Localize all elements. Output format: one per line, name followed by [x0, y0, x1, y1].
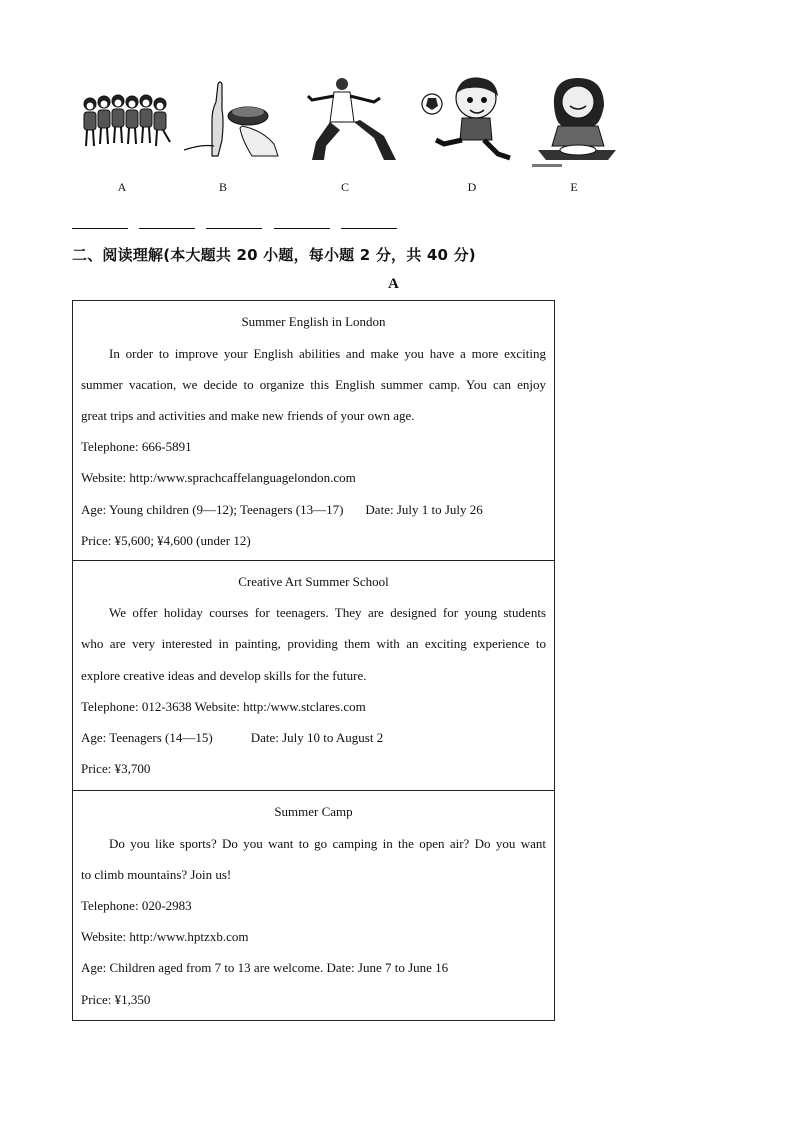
- picture-label-b: B: [218, 180, 227, 194]
- ads-table: [72, 300, 555, 1021]
- ad-website: Website: http:/www.sprachcaffelanguagelondon.com: [81, 470, 356, 485]
- answer-blank[interactable]: [72, 228, 128, 229]
- ad-age: Age: Young children (9—12); Teenagers (13—17): [81, 502, 344, 517]
- group-of-children-icon: [80, 92, 176, 154]
- ad-website: Website: http:/www.hptzxb.com: [81, 929, 249, 944]
- ad-creative-art: [73, 561, 554, 791]
- ad-title: Summer English in London: [241, 314, 386, 329]
- ad-date: Date: July 1 to July 26: [365, 502, 483, 517]
- picture-label-a: A: [117, 180, 127, 194]
- ad-body-line: In order to improve your English abilities and make you have a more exciting: [109, 346, 546, 361]
- ad-body-line: Do you like sports? Do you want to go camping in the open air? Do you want: [109, 836, 546, 851]
- ad-body-line: summer vacation, we decide to organize this English summer camp. You can enjoy: [81, 377, 546, 392]
- stop-hand-food-icon: [182, 80, 282, 160]
- picture-label-e: E: [570, 180, 578, 194]
- ad-body-line: We offer holiday courses for teenagers. They are designed for young students: [109, 605, 546, 620]
- ad-age-date: [81, 730, 546, 746]
- ad-date: Date: July 10 to August 2: [250, 730, 384, 745]
- girl-eating-icon: [528, 76, 624, 168]
- picture-row: [72, 70, 632, 200]
- ad-telephone-website: Telephone: 012-3638 Website: http:/www.stclares.com: [81, 699, 366, 714]
- picture-label-d: D: [467, 180, 477, 194]
- picture-label-c: C: [340, 180, 349, 194]
- ad-price: Price: ¥1,350: [81, 992, 151, 1007]
- section-heading: 二、阅读理解(本大题共 20 小题，每小题 2 分，共 40 分): [72, 246, 476, 264]
- ad-price: Price: ¥5,600; ¥4,600 (under 12): [81, 533, 251, 548]
- ad-age-date: Age: Children aged from 7 to 13 are welcome. Date: June 7 to June 16: [81, 960, 449, 975]
- ad-telephone: Telephone: 666-5891: [81, 439, 192, 454]
- passage-label: A: [388, 276, 399, 292]
- ad-body-line: who are very interested in painting, providing them with an exciting experience to: [81, 636, 546, 651]
- ad-age-date: [81, 502, 546, 518]
- ad-summer-camp: [73, 791, 554, 1020]
- ad-body-line: great trips and activities and make new friends of your own age.: [81, 408, 415, 423]
- ad-telephone: Telephone: 020-2983: [81, 898, 192, 913]
- ad-age: Age: Teenagers (14—15): [81, 730, 213, 745]
- boy-kicking-ball-icon: [420, 74, 516, 166]
- answer-blank[interactable]: [274, 228, 330, 229]
- ad-title: Creative Art Summer School: [238, 574, 389, 589]
- ad-body-line: to climb mountains? Join us!: [81, 867, 232, 882]
- ad-body-line: explore creative ideas and develop skills for the future.: [81, 668, 367, 683]
- answer-blank[interactable]: [139, 228, 195, 229]
- answer-blank[interactable]: [206, 228, 262, 229]
- ad-price: Price: ¥3,700: [81, 761, 151, 776]
- answer-blank[interactable]: [341, 228, 397, 229]
- ad-title: Summer Camp: [274, 804, 353, 819]
- tai-chi-man-icon: [304, 76, 400, 166]
- ad-summer-english: [73, 301, 554, 561]
